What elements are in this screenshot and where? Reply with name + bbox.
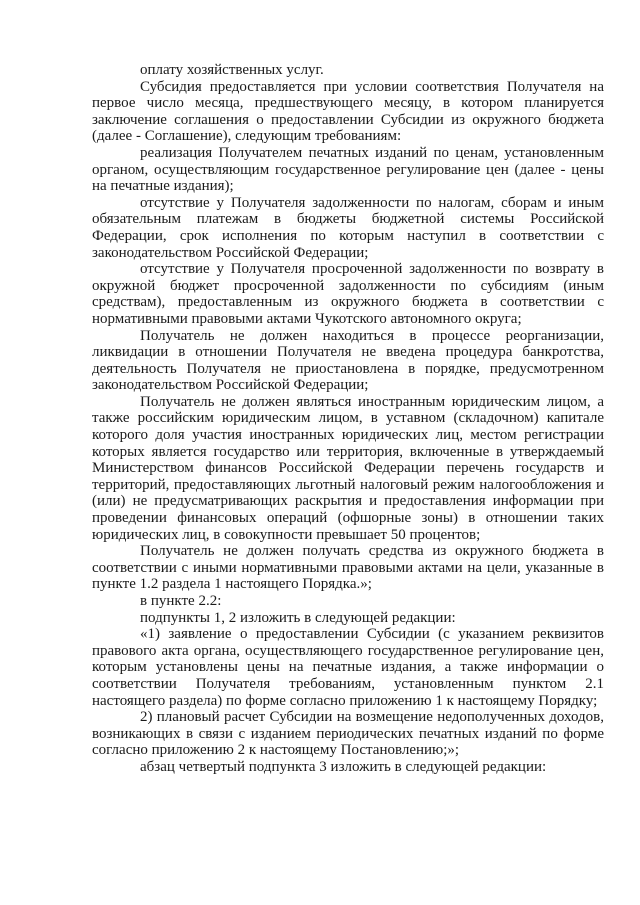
paragraph-2: Субсидия предоставляется при условии соответствия Получателя на первое число месяца, предшествующего месяцу, в котором планируется заключение соглашения о предоставлении Субсидии из окружного бюджета (далее - Соглашение), следующим требованиям: — [92, 78, 604, 145]
paragraph-8: Получатель не должен получать средства из окружного бюджета в соответствии с иными нормативными правовыми актами на цели, указанные в пункте 1.2 раздела 1 настоящего Порядка.»; — [92, 543, 604, 593]
paragraph-3: реализация Получателем печатных изданий по ценам, установленным органом, осуществляющим государственное регулирование цен (далее - цены на печатные издания); — [92, 144, 604, 195]
paragraph-1: оплату хозяйственных услуг. — [140, 62, 324, 78]
paragraph-4: отсутствие у Получателя задолженности по налогам, сборам и иным обязательным платежам в бюджеты бюджетной системы Российской Федерации, срок исполнения по которым наступил в соответствии с законодательством Российской Федерации; — [92, 194, 604, 261]
paragraph-7: Получатель не должен являться иностранным юридическим лицом, а также российским юридическим лицом, в уставном (складочном) капитале которого доля участия иностранных юридических лиц, местом регистрации которых является государство или территория, включенные в утверждаемый Министерством финансов Российской Федерации перечень государств и территорий, предоставляющих льготный налоговый режим налогообложения и (или) не предусматривающих раскрытия и предоставления информации при проведении финансовых операций (офшорные зоны) в отношении таких юридических лиц, в совокупности превышает 50 процентов; — [92, 393, 604, 543]
paragraph-5: отсутствие у Получателя просроченной задолженности по возврату в окружной бюджет просроченной задолженности по субсидиям (иным средствам), предоставленным из окружного бюджета в соответствии с нормативными правовыми актами Чукотского автономного округа; — [92, 261, 604, 327]
paragraph-10: подпункты 1, 2 изложить в следующей редакции: — [140, 609, 456, 626]
document-page — [92, 62, 604, 776]
paragraph-9: в пункте 2.2: — [140, 593, 222, 609]
paragraph-6: Получатель не должен находиться в процессе реорганизации, ликвидации в отношении Получателя не введена процедура банкротства, деятельность Получателя не приостановлена в порядке, предусмотренном законодательством Российской Федерации; — [92, 327, 604, 394]
paragraph-11: «1) заявление о предоставлении Субсидии (с указанием реквизитов правового акта органа, осуществляющего государственное регулирование цен, которым установлены цены на печатные издания, а также информации о соответствии Получателя требованиям, установленным пунктом 2.1 настоящего раздела) по форме согласно приложению 1 к настоящему Порядку; — [92, 626, 604, 709]
paragraph-12: 2) плановый расчет Субсидии на возмещение недополученных доходов, возникающих в связи с изданием периодических печатных изданий по форме согласно приложению 2 к настоящему Постановлению;»; — [92, 709, 604, 759]
paragraph-13: абзац четвертый подпункта 3 изложить в следующей редакции: — [140, 758, 547, 775]
